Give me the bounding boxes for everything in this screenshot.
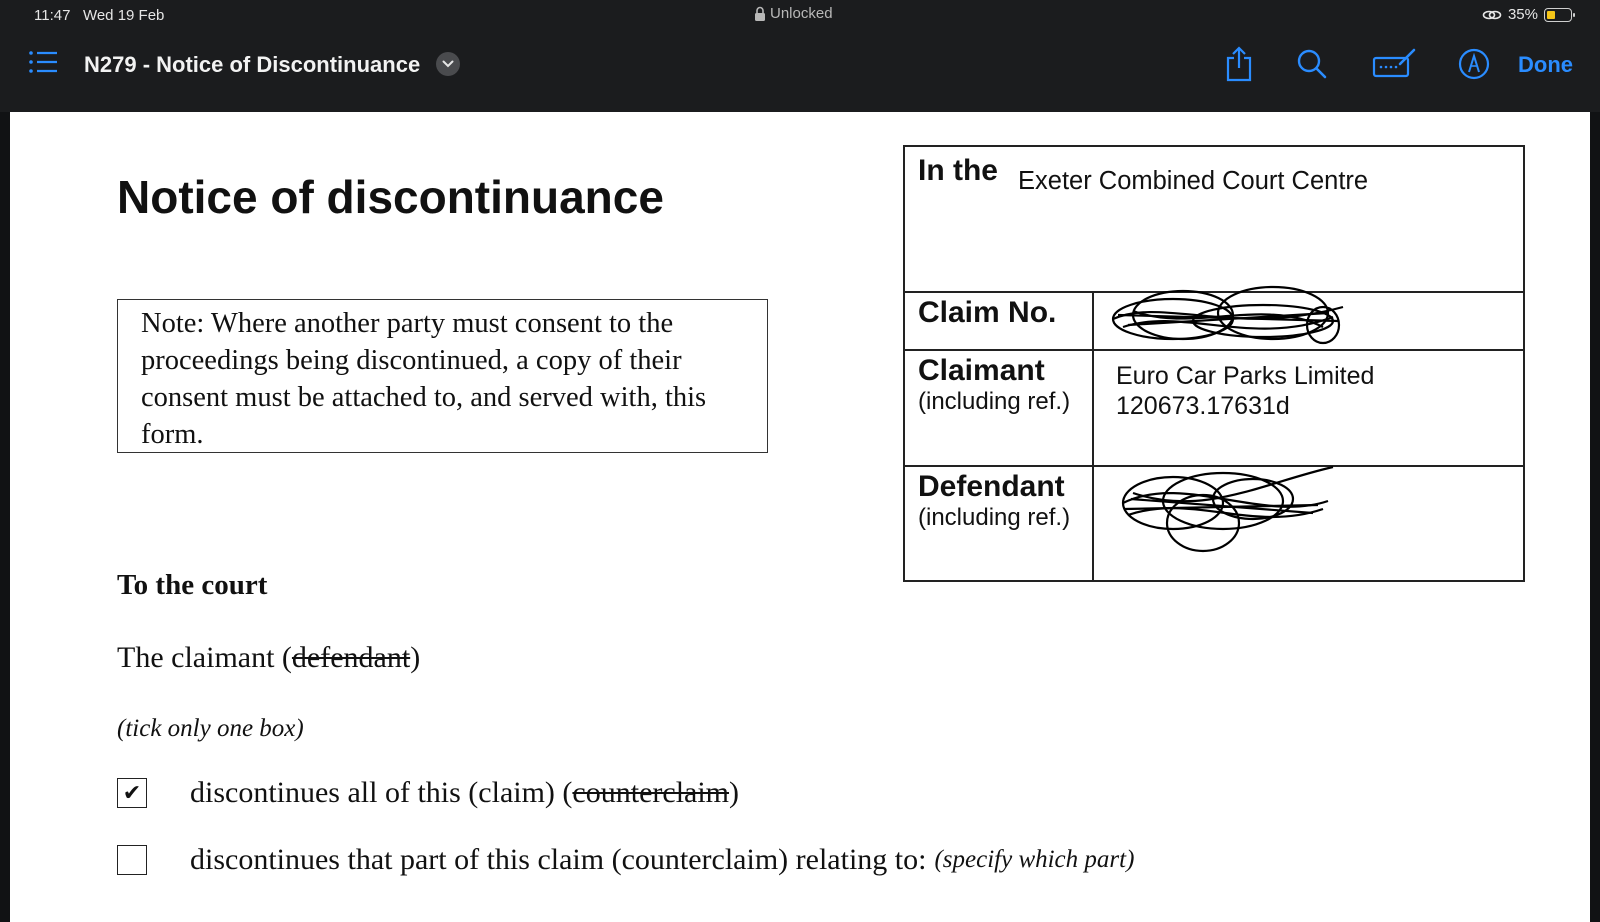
claimant-prefix: The claimant ( — [117, 641, 292, 674]
keyboard-pencil-icon[interactable] — [1372, 48, 1416, 80]
court-value[interactable]: Exeter Combined Court Centre — [1018, 167, 1369, 195]
document-toolbar — [0, 30, 1600, 112]
tick-instruction: (tick only one box) — [117, 715, 304, 742]
claimant-ref: 120673.17631d — [1116, 392, 1290, 420]
status-right — [1482, 6, 1572, 23]
court-details-table — [903, 145, 1525, 582]
document-title[interactable]: N279 - Notice of Discontinuance — [84, 52, 421, 77]
defendant-sub-label: (including ref.) — [918, 504, 1071, 531]
connection-icon — [1482, 8, 1502, 22]
struck-defendant: defendant — [291, 641, 411, 674]
done-button[interactable]: Done — [1518, 52, 1573, 77]
defendant-row — [905, 465, 1523, 580]
share-icon[interactable] — [1224, 46, 1254, 82]
chevron-down-icon[interactable] — [436, 52, 460, 76]
redaction-scribble — [1103, 277, 1353, 353]
court-row — [905, 147, 1523, 291]
option-discontinue-part — [117, 843, 1134, 877]
redaction-scribble — [1113, 463, 1343, 559]
markup-pen-icon[interactable] — [1458, 48, 1490, 80]
claimant-statement — [117, 641, 420, 675]
battery-icon — [1544, 8, 1572, 22]
claim-no-row — [905, 291, 1523, 349]
lock-label: Unlocked — [770, 5, 833, 22]
date-label: Wed 19 Feb — [82, 7, 165, 24]
claimant-sub-label: (including ref.) — [918, 388, 1071, 415]
defendant-label: Defendant — [918, 470, 1065, 503]
status-bar — [0, 0, 1600, 30]
defendant-label-cell — [905, 467, 1094, 580]
list-icon[interactable] — [28, 50, 58, 74]
time-label: 11:47 — [34, 7, 71, 24]
search-icon[interactable] — [1296, 48, 1328, 80]
option1-suffix: ) — [729, 776, 740, 809]
struck-counterclaim: counterclaim — [572, 776, 730, 809]
discontinue-part-checkbox[interactable] — [117, 845, 147, 875]
claimant-label-cell — [905, 351, 1094, 465]
lock-status — [754, 5, 833, 22]
claim-no-cell — [905, 293, 1094, 349]
option1-text: discontinues all of this (claim) ( — [190, 776, 573, 809]
discontinue-all-checkbox[interactable]: ✔ — [117, 778, 147, 808]
claimant-suffix: ) — [410, 641, 421, 674]
claimant-label: Claimant — [918, 354, 1045, 387]
battery-percent: 35% — [1507, 6, 1538, 23]
option-discontinue-all — [117, 776, 739, 810]
form-title: Notice of discontinuance — [117, 171, 664, 223]
claimant-details[interactable] — [1116, 361, 1374, 421]
document-page[interactable] — [10, 112, 1590, 922]
court-label: In the — [918, 154, 998, 187]
option2-text: discontinues that part of this claim (counterclaim) relating to: — [190, 843, 927, 876]
battery-fill — [1547, 11, 1555, 19]
claimant-row — [905, 349, 1523, 465]
lock-icon — [754, 6, 766, 22]
section-heading: To the court — [117, 569, 268, 601]
option2-italic: (specify which part) — [934, 846, 1135, 873]
claim-no-label: Claim No. — [918, 296, 1057, 329]
claimant-name: Euro Car Parks Limited — [1116, 362, 1375, 390]
consent-note: Note: Where another party must consent to the proceedings being discontinued, a copy of their consent must be attached to, and served with, this form. — [117, 299, 768, 453]
status-time — [34, 7, 164, 24]
